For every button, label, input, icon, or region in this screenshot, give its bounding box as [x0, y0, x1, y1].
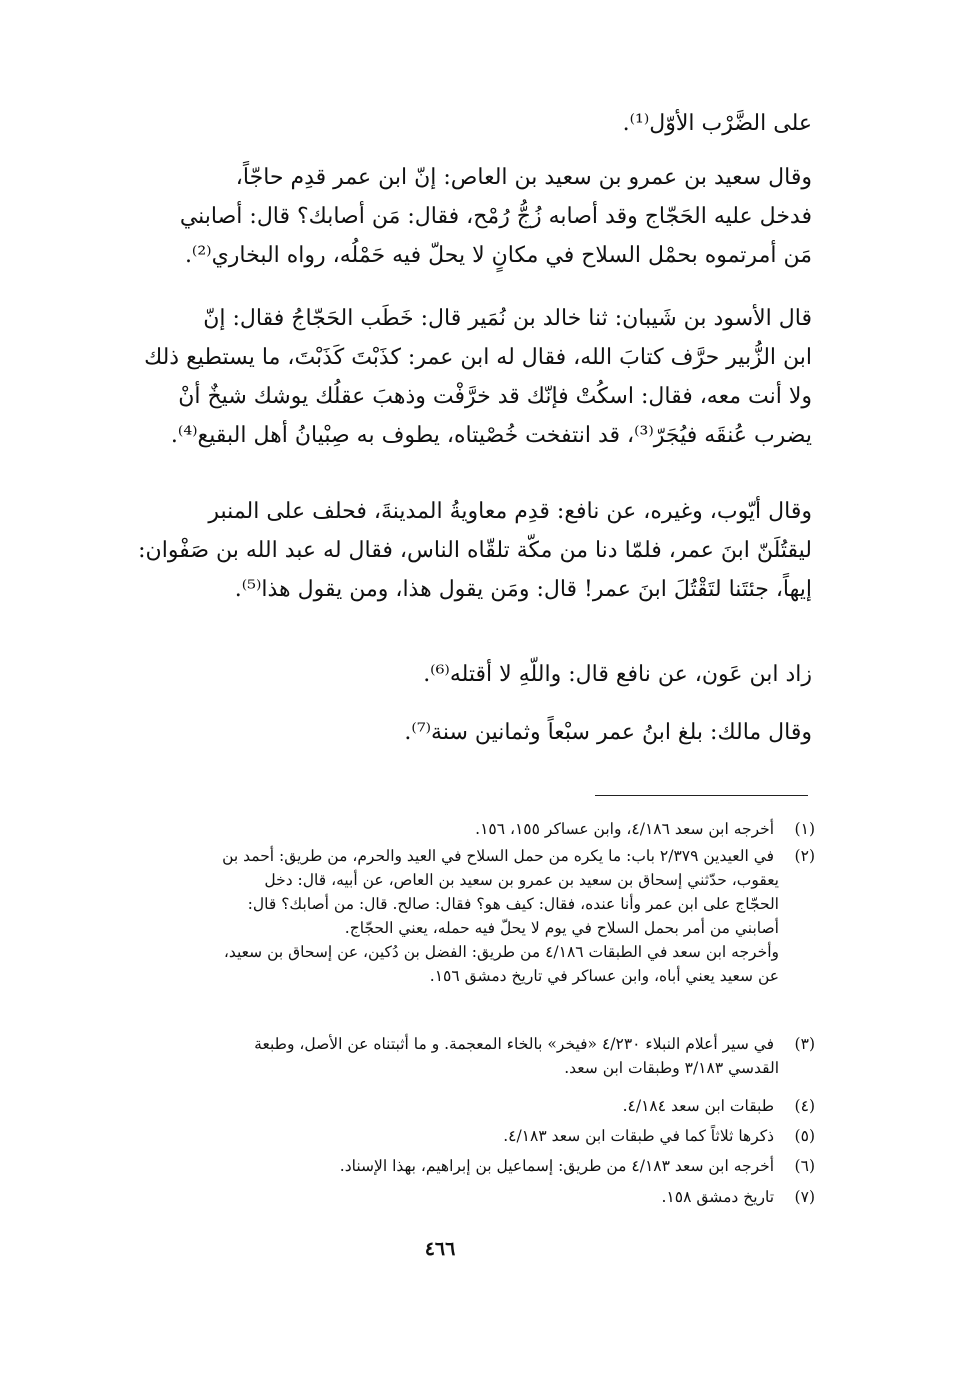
line-ibn-awn	[122, 655, 812, 694]
paragraph-said-ibn-amr	[122, 158, 812, 275]
body-line: ابن الزُّبير حرَّف كتابَ الله، فقال له ابن عمر: كذَبْتَ كَذَبْتَ، ما يستطيع ذلك	[144, 345, 812, 370]
footnote-text: ذكرها ثلاثاً كما في طبقات ابن سعد ٤/١٨٣.	[503, 1127, 775, 1145]
body-line: ليقتُلَنّ ابنَ عمر، فلمّا دنا من مكّة تلقّاه الناس، فقال له عبد الله بن صَفْوان:	[138, 538, 812, 563]
paragraph-al-aswad	[122, 299, 812, 455]
opening-line	[122, 104, 812, 143]
footnote-number: (٣)	[794, 1035, 815, 1053]
footnote-text: القدسي ٣/١٨٣ وطبقات ابن سعد.	[564, 1059, 779, 1077]
footnote-number: (١)	[794, 820, 815, 838]
footnote-divider	[595, 795, 808, 796]
body-line: إيهاً، جئتَنا لتَقْتُلَ ابنَ عمر! قال: ومَن يقول هذا، ومن يقول هذا⁽⁵⁾.	[234, 577, 812, 602]
footnote-text: يعقوب، حدّثني إسحاق بن سعيد بن عمرو بن سعيد بن العاص، عن أبيه، قال: دخل	[264, 871, 779, 889]
footnote-number: (٤)	[794, 1097, 815, 1115]
page-number: ٤٦٦	[424, 1238, 456, 1260]
body-line: على الضَّرْب الأوّل⁽¹⁾.	[622, 111, 812, 136]
body-line: وقال سعيد بن عمرو بن سعيد بن العاص: إنّ ابن عمر قدِم حاجّاً،	[235, 165, 812, 190]
footnote-text: وأخرجه ابن سعد في الطبقات ٤/١٨٦ من طريق: الفضل بن دُكين، عن إسحاق بن سعيد،	[223, 943, 779, 961]
body-line: يضرب عُنقَه فيُجَرّ⁽³⁾، قد انتفخت خُصْيتاه، يطوف به صِبْيانُ أهل البقيع⁽⁴⁾.	[170, 423, 812, 448]
body-line: وقال مالك: بلغ ابنُ عمر سبْعاً وثمانين سنة⁽⁷⁾.	[404, 720, 812, 745]
footnote-text: أخرجه ابن سعد ٤/١٨٣ من طريق: إسماعيل بن إبراهيم، بهذا الإسناد.	[339, 1157, 775, 1175]
footnote-7	[135, 1185, 815, 1209]
footnote-number: (٥)	[794, 1127, 815, 1145]
footnote-1	[135, 817, 815, 841]
footnote-text: في سير أعلام النبلاء ٤/٢٣٠ «فيخر» بالخاء المعجمة. و ما أثبتناه عن الأصل، وطبعة	[254, 1035, 775, 1053]
body-line: مَن أمرتموه بحمْل السلاح في مكانٍ لا يحلّ فيه حَمْلُه، رواه البخاري⁽²⁾.	[184, 243, 812, 268]
body-line: قال الأسود بن شَيبان: ثنا خالد بن نُمَير قال: خَطَب الحَجّاجُ فقال: إنّ	[203, 306, 812, 331]
footnote-text: أصابني من أمر بحمل السلاح في يوم لا يحلّ فيه حمله، يعني الحجّاج.	[344, 919, 779, 937]
footnote-text: في العيدين ٢/٣٧٩ باب: ما يكره من حمل السلاح في العيد والحرم، من طريق: أحمد بن	[222, 847, 775, 865]
footnote-text: تاريخ دمشق ١٥٨.	[661, 1188, 775, 1206]
body-line: ولا أنت معه، فقال: اسكُتْ فإنّك قد خرَّفْت وذهبَ عقلُك يوشك شيخٌ أنْ	[178, 384, 812, 409]
footnote-2	[135, 844, 815, 988]
footnote-text: أخرجه ابن سعد ٤/١٨٦، وابن عساكر ١٥٥، ١٥٦.	[475, 820, 775, 838]
footnote-text: الحجّاج على ابن عمر وأنا عنده، فقال: كيف هو؟ فقال: صالح. قال: من أصابك؟ قال:	[247, 895, 779, 913]
footnote-number: (٧)	[794, 1188, 815, 1206]
footnote-number: (٦)	[794, 1157, 815, 1175]
footnote-number: (٢)	[794, 847, 815, 865]
body-line: وقال أيّوب، وغيره، عن نافع: قدِم معاويةُ المدينةَ، فحلف على المنبر	[208, 499, 812, 524]
footnote-text: طبقات ابن سعد ٤/١٨٤.	[622, 1097, 775, 1115]
footnote-5	[135, 1124, 815, 1148]
paragraph-ayyub	[122, 492, 812, 609]
footnote-4	[135, 1094, 815, 1118]
footnote-3	[135, 1032, 815, 1080]
line-malik	[122, 713, 812, 752]
footnote-6	[135, 1154, 815, 1178]
footnote-text: عن سعيد يعني أباه، وابن عساكر في تاريخ دمشق ١٥٦.	[429, 967, 779, 985]
body-line: فدخل عليه الحَجّاج وقد أصابه زُجُّ رُمْح، فقال: مَن أصابك؟ قال: أصابني	[179, 204, 812, 229]
body-line: زاد ابن عَون، عن نافع قال: واللّهِ لا أقتله⁽⁶⁾.	[423, 662, 812, 687]
